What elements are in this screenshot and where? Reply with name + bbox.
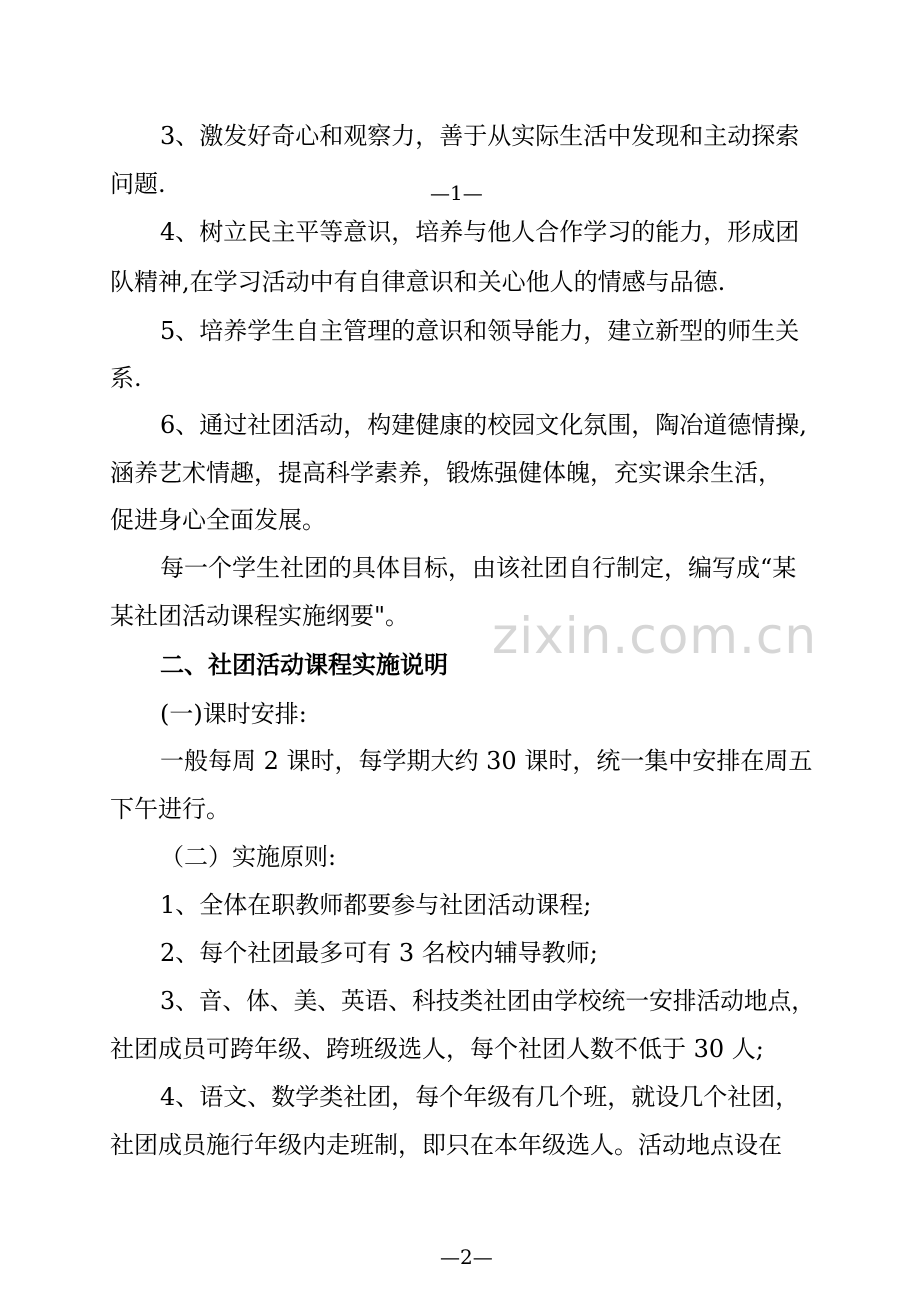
item-6-text-3: 促进身心全面发展。 <box>110 506 326 534</box>
section-heading-text: 二、社团活动课程实施说明 <box>160 650 448 679</box>
item-4-text-1: 4、树立民主平等意识，培养与他人合作学习的能力，形成团 <box>160 218 800 246</box>
item-4-text-2: 队精神,在学习活动中有自律意识和关心他人的情感与品德. <box>110 268 726 296</box>
rule-3-text-2: 社团成员可跨年级、跨班级选人，每个社团人数不低于 30 人; <box>110 1035 764 1063</box>
subsection-1-text-1: 一般每周 2 课时，每学期大约 30 课时，统一集中安排在周五 <box>160 747 813 775</box>
subsection-1-heading-text: (一)课时安排: <box>160 700 307 728</box>
top-page-number: —1— <box>430 181 483 205</box>
rule-4-text-2: 社团成员施行年级内走班制，即只在本年级选人。活动地点设在 <box>110 1131 782 1159</box>
rule-2-text: 2、每个社团最多可有 3 名校内辅导教师; <box>160 939 598 967</box>
subsection-2-heading-text: （二）实施原则: <box>160 843 337 871</box>
item-6-text-1: 6、通过社团活动，构建健康的校园文化氛围，陶冶道德情操, <box>160 411 807 439</box>
item-5-text-1: 5、培养学生自主管理的意识和领导能力，建立新型的师生关 <box>160 317 800 345</box>
goal-text-1: 每一个学生社团的具体目标，由该社团自行制定，编写成“某 <box>160 554 797 582</box>
item-3-text-2: 问题. <box>110 170 166 198</box>
item-6-text-2: 涵养艺术情趣，提高科学素养，锻炼强健体魄，充实课余生活， <box>110 459 782 487</box>
bottom-page-number: —2— <box>440 1245 493 1269</box>
goal-text-2: 某社团活动课程实施纲要"。 <box>110 602 410 630</box>
rule-3-text-1: 3、音、体、美、英语、科技类社团由学校统一安排活动地点， <box>160 987 815 1015</box>
rule-1-text: 1、全体在职教师都要参与社团活动课程; <box>160 891 592 919</box>
watermark: zixin.com.cn <box>492 607 818 665</box>
rule-4-text-1: 4、语文、数学类社团，每个年级有几个班，就设几个社团， <box>160 1083 800 1111</box>
subsection-1-text-2: 下午进行。 <box>110 795 230 823</box>
item-3-text-1: 3、激发好奇心和观察力，善于从实际生活中发现和主动探索 <box>160 122 800 150</box>
item-5-text-2: 系. <box>110 364 142 392</box>
